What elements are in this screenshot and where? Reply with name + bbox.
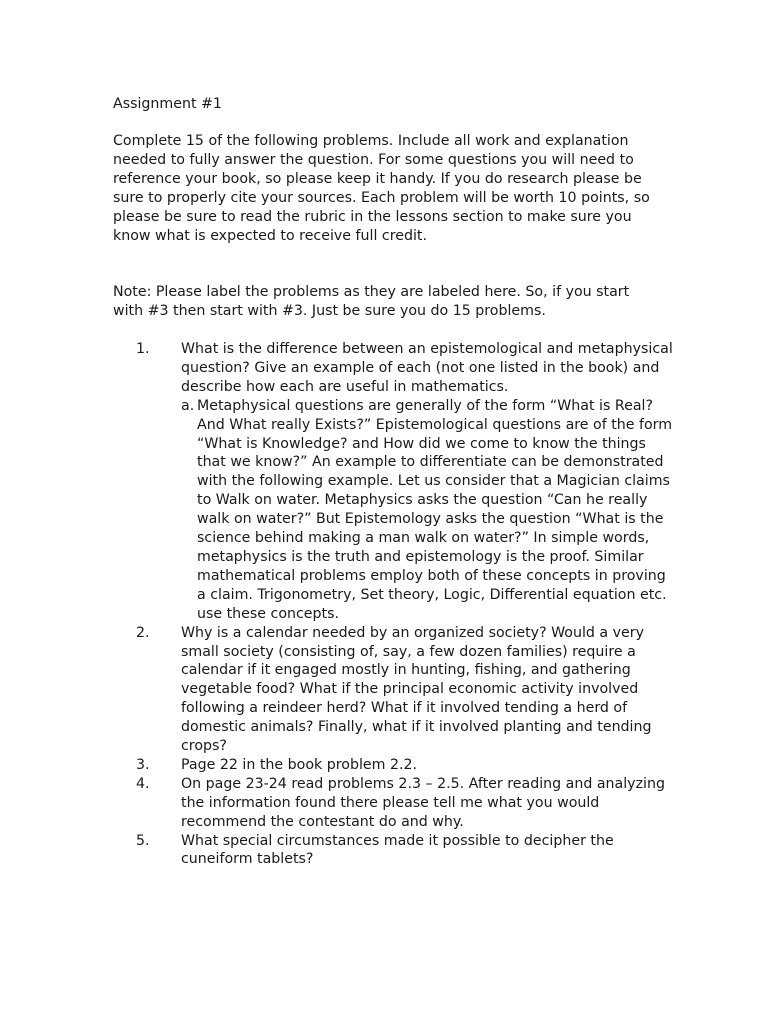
problem-number: 2. xyxy=(136,624,150,641)
note-paragraph: Note: Please label the problems as they are labeled here. So, if you start with #3 then start with #3. Just be sure you do 15 problems. xyxy=(113,284,630,319)
answer-block xyxy=(181,397,673,624)
problem-text: What is the difference between an epistemological and metaphysical question? Give an example of each (not one listed in the book) and describe how each are useful in mathematics. xyxy=(181,341,673,395)
problem-list xyxy=(113,340,673,869)
problem-text: Why is a calendar needed by an organized society? Would a very small society (consisting of, say, a few dozen families) require a calendar if it engaged mostly in hunting, fishing, and gathering vegetable food? What if the principal economic activity involved following a reindeer herd? What if it involved tending a herd of domestic animals? Finally, what if it involved planting and tending crops? xyxy=(181,624,652,755)
problem-number: 1. xyxy=(136,341,150,357)
problem-item-5 xyxy=(113,832,673,870)
problem-number: 4. xyxy=(136,775,150,792)
answer-text: Metaphysical questions are generally of the form “What is Real? And What really Exists?” Epistemological questions are of the form “What is Knowledge? and How did we come to know the things that we know?” An example to differentiate can be demonstrated with the following example. Let us consider that a Magician claims to Walk on water. Metaphysics asks the question “Can he really walk on water?” But Epistemology asks the question “What is the science behind making a man walk on water?” In simple words, metaphysics is the truth and epistemology is the proof. Similar mathematical problems employ both of these concepts in proving a claim. Trigonometry, Set theory, Logic, Differential equation etc. use these concepts. xyxy=(197,397,673,622)
problem-item-3 xyxy=(113,756,673,775)
answer-label: a. xyxy=(181,397,195,414)
problem-item-4 xyxy=(113,775,673,832)
problem-text: On page 23-24 read problems 2.3 – 2.5. After reading and analyzing the information found there please tell me what you would recommend the contestant do and why. xyxy=(181,775,665,830)
instructions-paragraph: Complete 15 of the following problems. Include all work and explanation needed to fully answer the question. For some questions you will need to reference your book, so please keep it handy. If you do research please be sure to properly cite your sources. Each problem will be worth 10 points, so please be sure to read the rubric in the lessons section to make sure you know what is expected to receive full credit. xyxy=(113,133,650,244)
assignment-title: Assignment #1 xyxy=(113,96,222,112)
problem-number: 5. xyxy=(136,832,150,849)
problem-number: 3. xyxy=(136,756,150,773)
problem-text: Page 22 in the book problem 2.2. xyxy=(181,756,418,773)
problem-item-2 xyxy=(113,624,673,756)
problem-text: What special circumstances made it possible to decipher the cuneiform tablets? xyxy=(181,832,614,868)
problem-item-1 xyxy=(113,340,673,624)
